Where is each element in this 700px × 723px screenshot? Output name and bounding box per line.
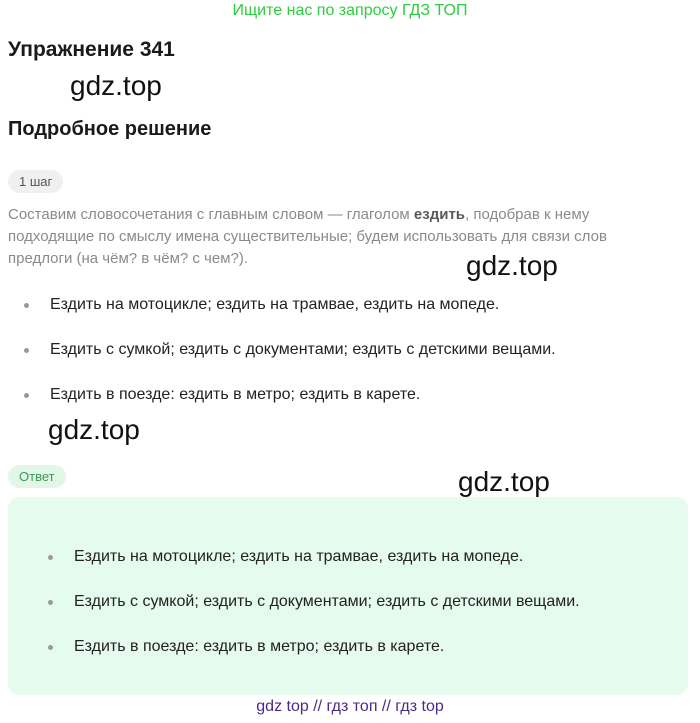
list-item-text: Ездить с сумкой; ездить с документами; ездить с детскими вещами. [74,593,580,610]
description-keyword: ездить [413,206,466,223]
list-item-text: Ездить на мотоцикле; ездить на трамвае, ездить на мопеде. [74,548,524,565]
page-title: Упражнение 341 [8,38,175,61]
list-item [48,591,580,636]
list-item [48,546,580,591]
footer-links[interactable]: gdz top // гдз топ // гдз top [256,698,444,715]
watermark: gdz.top [70,70,162,101]
list-item [24,339,556,384]
section-title: Подробное решение [8,118,212,140]
list-item [48,636,580,681]
bullet-icon [48,645,53,650]
watermark: gdz.top [466,250,558,281]
solution-list [24,294,556,429]
list-item-text: Ездить в поезде: ездить в метро; ездить в карете. [74,638,445,655]
answer-list [48,546,580,681]
list-item-text: Ездить с сумкой; ездить с документами; ездить с детскими вещами. [50,341,556,358]
bullet-icon [24,303,29,308]
step-description [8,204,668,270]
bullet-icon [48,600,53,605]
bullet-icon [24,393,29,398]
list-item-text: Ездить в поезде: ездить в метро; ездить в карете. [50,386,421,403]
list-item-text: Ездить на мотоцикле; ездить на трамвае, ездить на мопеде. [50,296,500,313]
description-text: Составим словосочетания с главным словом — глаголом [8,206,414,223]
watermark: gdz.top [458,466,550,497]
answer-badge: Ответ [8,465,66,488]
promo-banner[interactable]: Ищите нас по запросу ГДЗ ТОП [232,2,468,19]
bullet-icon [24,348,29,353]
bullet-icon [48,555,53,560]
list-item [24,294,556,339]
description-text-end: , подобрав к нему подходящие по смыслу имена существительные; будем использовать для связи слов предлоги (на чём? в чём? с чем?). [8,206,607,267]
watermark: gdz.top [48,414,140,445]
step-badge: 1 шаг [8,170,63,193]
